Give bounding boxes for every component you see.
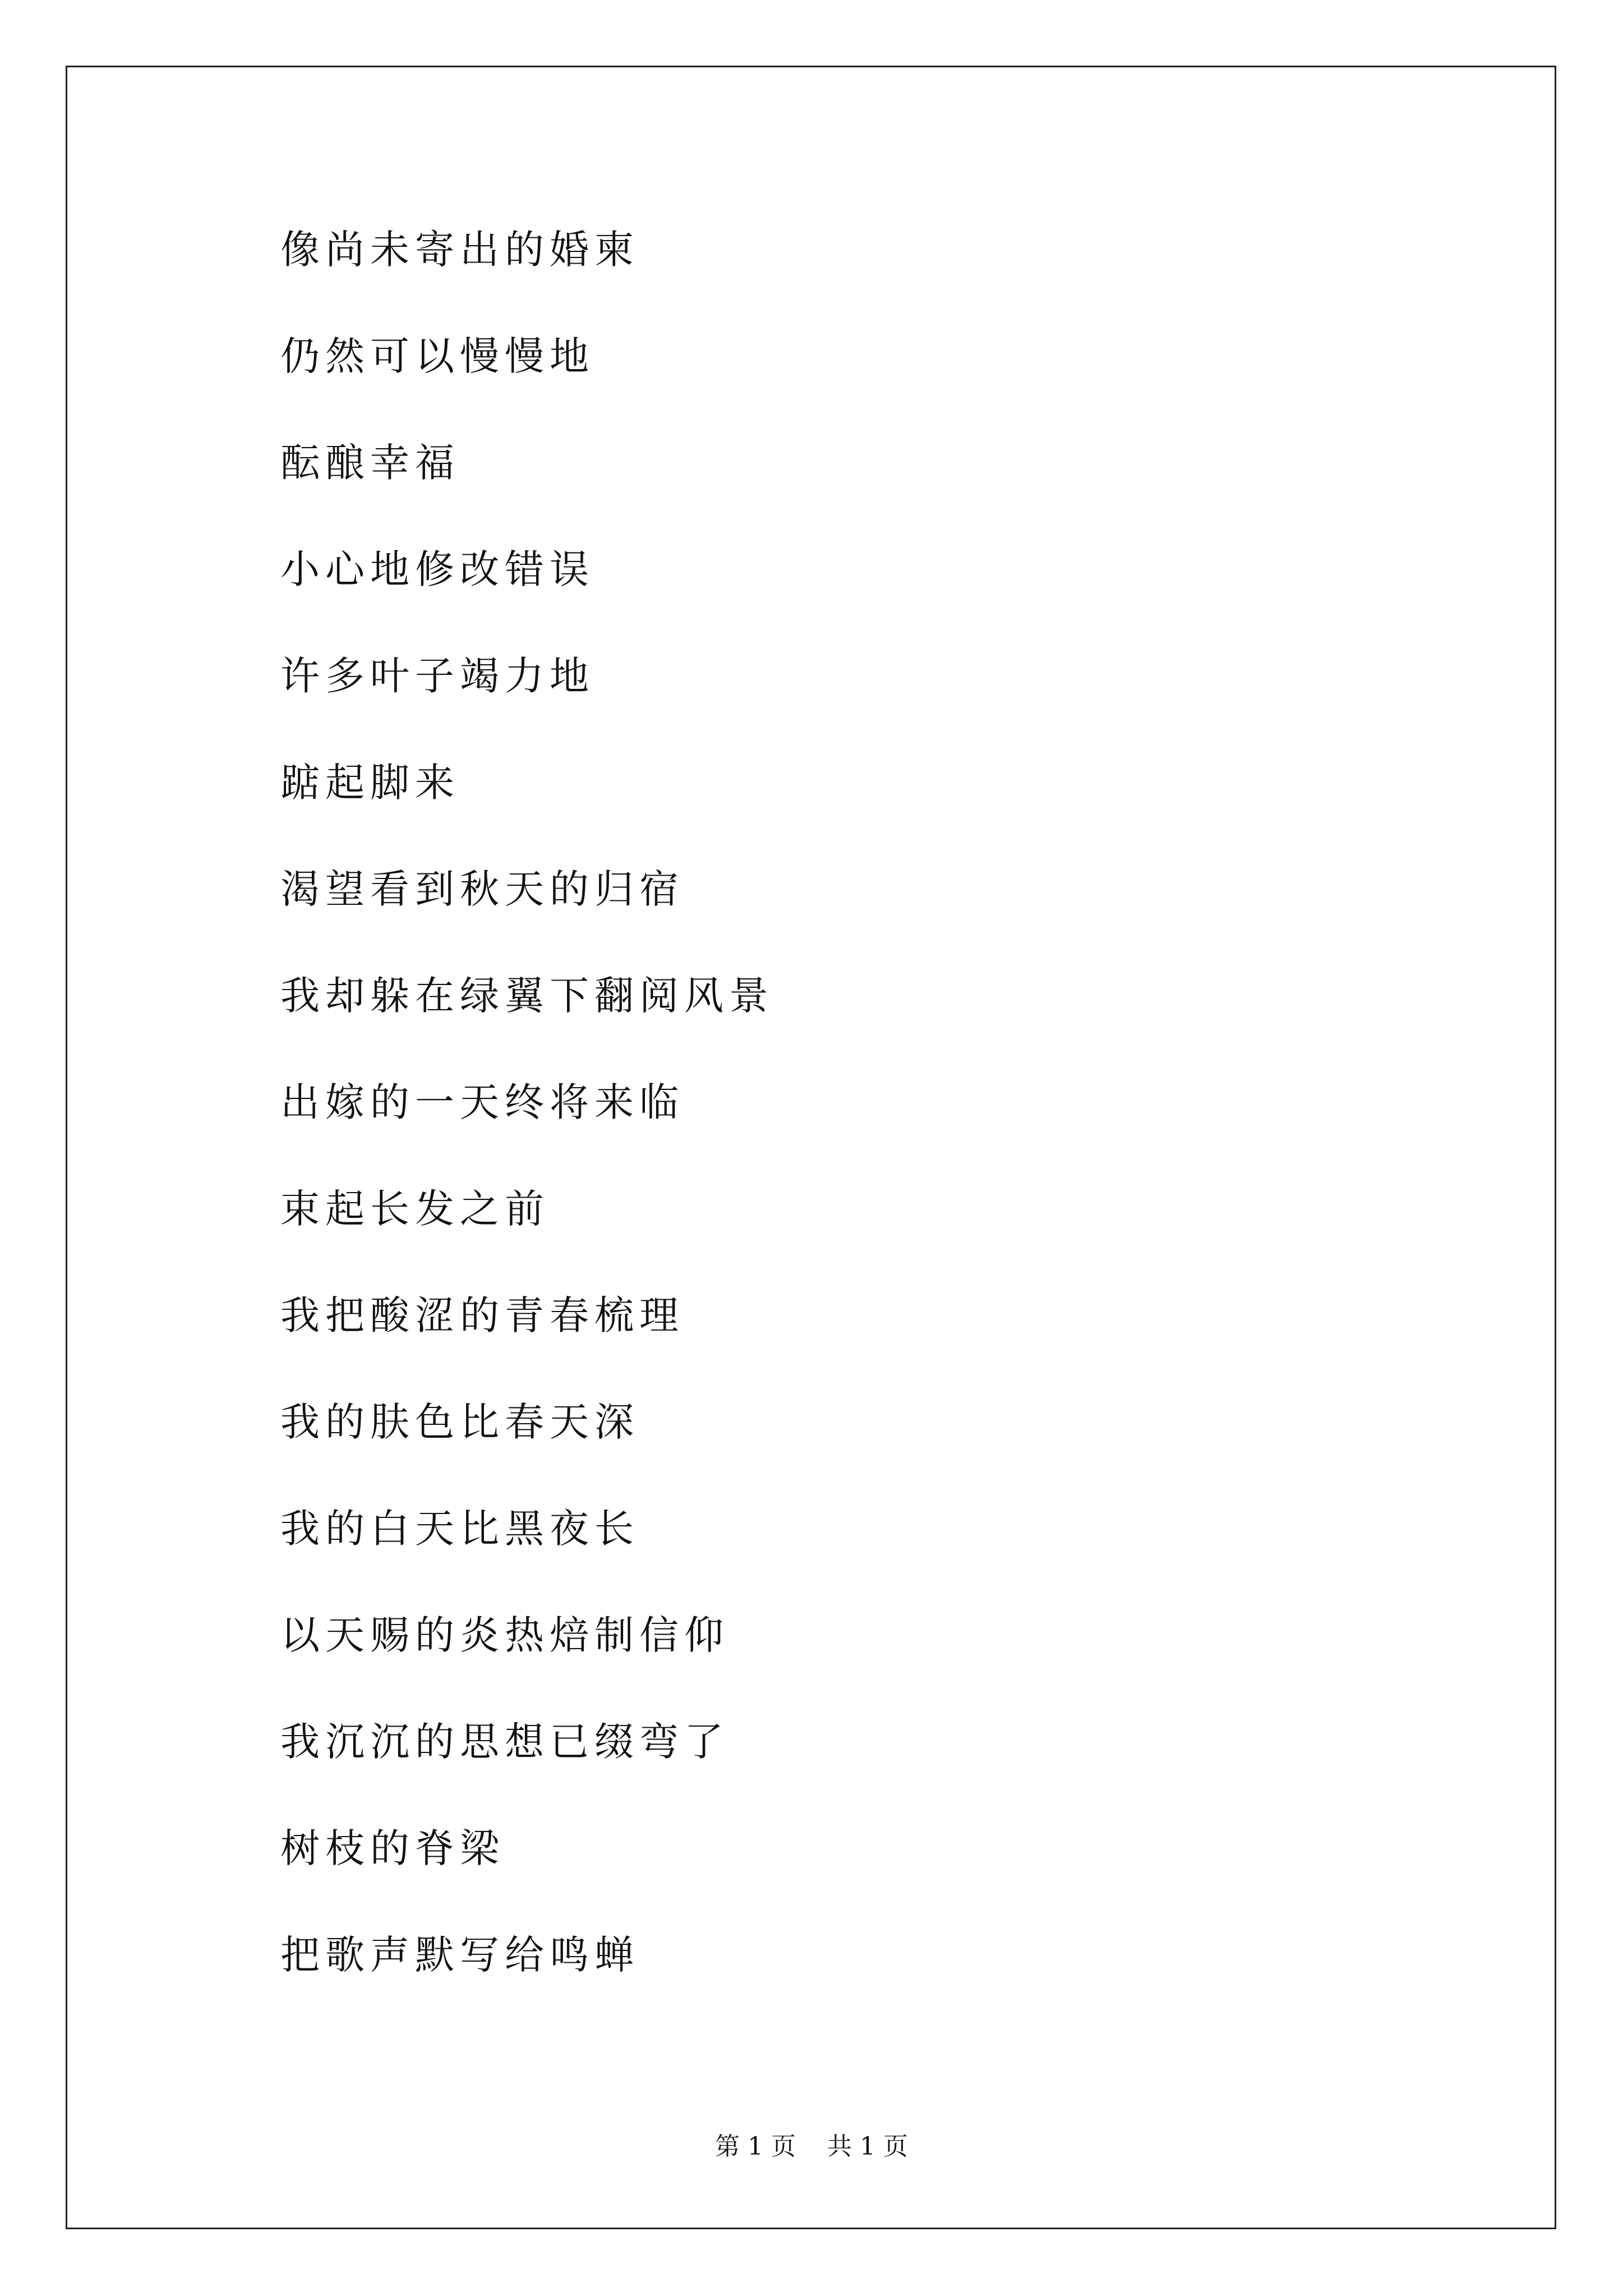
- poem-line: 束起长发之前: [280, 1186, 550, 1232]
- poem-line: 我沉沉的思想已缀弯了: [280, 1719, 729, 1765]
- poem-line: 踮起脚来: [280, 760, 460, 806]
- page-number-footer: 第 1 页 共 1 页: [715, 2132, 908, 2161]
- poem-body: [280, 216, 774, 2028]
- poem-line: 仍然可以慢慢地: [280, 333, 594, 379]
- poem-line: 我的白天比黑夜长: [280, 1506, 639, 1552]
- poem-line: 许多叶子竭力地: [280, 653, 594, 699]
- poem-line: 小心地修改错误: [280, 546, 594, 592]
- poem-line: 把歌声默写给鸣蝉: [280, 1932, 639, 1978]
- poem-line: 以天赐的炎热焙制信仰: [280, 1612, 729, 1658]
- poem-line: 树枝的脊梁: [280, 1825, 505, 1871]
- poem-line: 我把酸涩的青春梳理: [280, 1292, 684, 1338]
- poem-line: 出嫁的一天终将来临: [280, 1079, 684, 1125]
- poem-line: 我的肤色比春天深: [280, 1399, 639, 1445]
- poem-line: 渴望看到秋天的归宿: [280, 866, 684, 912]
- poem-line: 酝酿幸福: [280, 440, 460, 486]
- poem-line: 我却躲在绿翼下翻阅风景: [280, 973, 774, 1019]
- poem-line: 像尚未寄出的婚柬: [280, 227, 639, 273]
